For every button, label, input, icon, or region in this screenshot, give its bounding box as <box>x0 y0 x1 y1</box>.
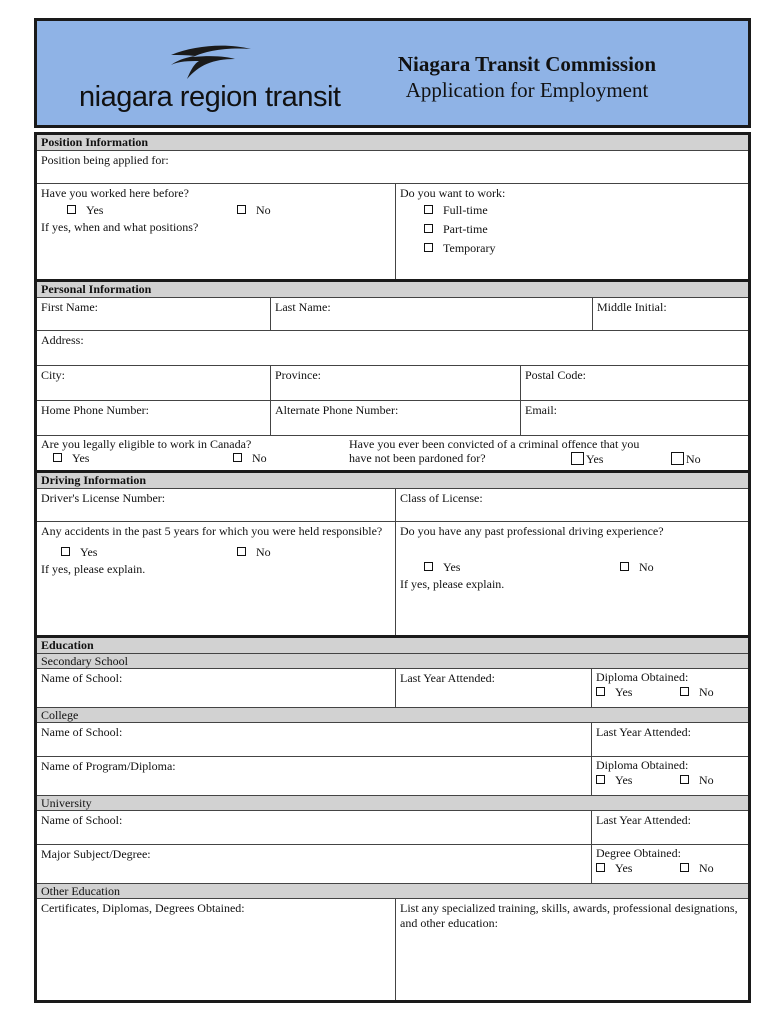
college-heading: College <box>37 708 748 723</box>
email-field[interactable]: Email: <box>520 401 748 435</box>
secondary-diploma-yes[interactable]: Yes <box>596 684 632 700</box>
worked-before-if-yes-label: If yes, when and what positions? <box>41 220 199 234</box>
worked-before-yes[interactable]: Yes <box>67 201 103 220</box>
checkbox-icon <box>596 687 605 696</box>
accidents-cell <box>37 522 395 635</box>
organization-title: Niagara Transit Commission <box>397 52 657 76</box>
convicted-no[interactable]: No <box>671 452 701 466</box>
secondary-heading: Secondary School <box>37 654 748 669</box>
experience-explain-label: If yes, please explain. <box>400 577 505 591</box>
full-time-option[interactable]: Full-time <box>400 201 744 220</box>
secondary-diploma-no[interactable]: No <box>680 684 714 700</box>
middle-initial-field[interactable]: Middle Initial: <box>592 298 748 330</box>
university-heading: University <box>37 796 748 811</box>
checkbox-icon <box>680 687 689 696</box>
checkbox-icon <box>237 547 246 556</box>
driving-section <box>37 473 748 638</box>
college-school-name-field[interactable]: Name of School: <box>41 725 123 739</box>
personal-section <box>37 282 748 473</box>
accidents-no[interactable]: No <box>237 543 271 562</box>
college-diploma-yes[interactable]: Yes <box>596 772 632 788</box>
college-diploma-no[interactable]: No <box>680 772 714 788</box>
application-form <box>34 132 751 1003</box>
province-field[interactable]: Province: <box>270 366 520 400</box>
convicted-label: Have you ever been convicted of a criminal offence that you <box>349 437 640 451</box>
experience-no[interactable]: No <box>620 558 654 577</box>
secondary-school-name-field[interactable]: Name of School: <box>41 671 123 685</box>
experience-cell <box>395 522 748 635</box>
transit-swoosh-icon <box>165 43 255 83</box>
university-degree-no[interactable]: No <box>680 860 714 876</box>
checkbox-icon <box>571 452 584 465</box>
worked-before-no[interactable]: No <box>237 201 271 220</box>
checkbox-icon <box>424 562 433 571</box>
checkbox-icon <box>620 562 629 571</box>
university-degree-yes[interactable]: Yes <box>596 860 632 876</box>
application-page <box>34 18 751 1003</box>
city-field[interactable]: City: <box>41 368 66 382</box>
checkbox-icon <box>596 863 605 872</box>
university-degree-cell: Degree Obtained: Yes No <box>591 845 748 883</box>
position-section <box>37 135 748 282</box>
position-heading: Position Information <box>37 135 748 151</box>
logo-text: niagara region transit <box>79 81 341 113</box>
form-header <box>34 18 751 128</box>
form-title: Application for Employment <box>405 78 649 102</box>
checkbox-icon <box>233 453 242 462</box>
checkbox-icon <box>680 863 689 872</box>
eligible-yes[interactable]: Yes <box>53 452 89 465</box>
position-applied-label: Position being applied for: <box>41 153 169 167</box>
temporary-option[interactable]: Temporary <box>400 239 744 258</box>
worked-before-cell <box>37 184 395 279</box>
university-last-year-field[interactable]: Last Year Attended: <box>591 811 748 844</box>
first-name-field[interactable]: First Name: <box>41 300 98 314</box>
accidents-yes[interactable]: Yes <box>61 543 97 562</box>
checkbox-icon <box>596 775 605 784</box>
eligible-no[interactable]: No <box>233 452 267 465</box>
home-phone-field[interactable]: Home Phone Number: <box>41 403 149 417</box>
other-education-heading: Other Education <box>37 884 748 899</box>
checkbox-icon <box>53 453 62 462</box>
checkbox-icon <box>67 205 76 214</box>
secondary-diploma-cell: Diploma Obtained: Yes No <box>591 669 748 707</box>
secondary-last-year-field[interactable]: Last Year Attended: <box>395 669 591 707</box>
personal-heading: Personal Information <box>37 282 748 298</box>
worked-before-label: Have you worked here before? <box>41 186 189 200</box>
address-field[interactable]: Address: <box>41 333 84 347</box>
transit-logo <box>79 41 359 121</box>
checkbox-icon <box>671 452 684 465</box>
university-school-name-field[interactable]: Name of School: <box>41 813 123 827</box>
university-major-field[interactable]: Major Subject/Degree: <box>41 847 151 861</box>
eligible-label: Are you legally eligible to work in Canada? <box>41 437 252 451</box>
license-class-field[interactable]: Class of License: <box>395 489 748 521</box>
convicted-yes[interactable]: Yes <box>571 452 603 466</box>
position-applied-field[interactable] <box>37 151 748 183</box>
convicted-label-line2: have not been pardoned for? <box>349 451 486 465</box>
experience-label: Do you have any past professional driving experience? <box>400 524 664 538</box>
checkbox-icon <box>424 205 433 214</box>
postal-code-field[interactable]: Postal Code: <box>520 366 748 400</box>
college-program-field[interactable]: Name of Program/Diploma: <box>41 759 176 773</box>
part-time-option[interactable]: Part-time <box>400 220 744 239</box>
accidents-explain-label: If yes, please explain. <box>41 562 146 576</box>
education-heading: Education <box>37 638 748 654</box>
license-number-field[interactable]: Driver's License Number: <box>41 491 166 505</box>
eligibility-row <box>37 436 748 470</box>
work-type-cell <box>395 184 748 279</box>
certificates-field[interactable]: Certificates, Diplomas, Degrees Obtained: <box>41 901 245 915</box>
alt-phone-field[interactable]: Alternate Phone Number: <box>270 401 520 435</box>
specialized-training-field[interactable]: List any specialized training, skills, awards, professional designations, and other education: <box>395 899 748 1000</box>
driving-heading: Driving Information <box>37 473 748 489</box>
checkbox-icon <box>680 775 689 784</box>
checkbox-icon <box>424 243 433 252</box>
checkbox-icon <box>61 547 70 556</box>
checkbox-icon <box>424 224 433 233</box>
college-last-year-field[interactable]: Last Year Attended: <box>591 723 748 756</box>
checkbox-icon <box>237 205 246 214</box>
college-diploma-cell: Diploma Obtained: Yes No <box>591 757 748 795</box>
experience-yes[interactable]: Yes <box>424 558 460 577</box>
last-name-field[interactable]: Last Name: <box>270 298 592 330</box>
education-section <box>37 638 748 1003</box>
header-title-block <box>377 51 677 103</box>
work-type-label: Do you want to work: <box>400 186 506 200</box>
accidents-label: Any accidents in the past 5 years for which you were held responsible? <box>41 524 383 538</box>
